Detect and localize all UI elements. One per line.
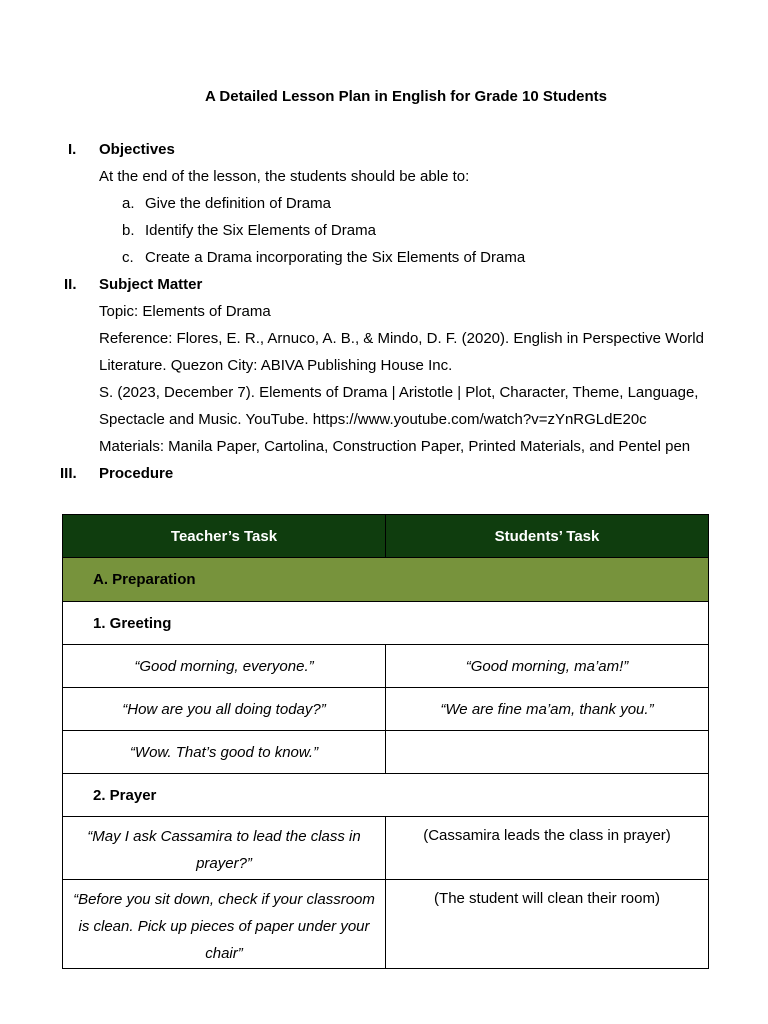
teacher-cell: “Wow. That’s good to know.” xyxy=(63,731,386,774)
table-row xyxy=(63,688,709,731)
student-cell: “Good morning, ma’am!” xyxy=(386,645,709,688)
objective-letter-a: a. xyxy=(122,195,135,212)
teacher-cell: “How are you all doing today?” xyxy=(63,688,386,731)
header-teachers-task: Teacher’s Task xyxy=(63,515,386,558)
greeting-label: 1. Greeting xyxy=(63,602,709,645)
table-row xyxy=(63,645,709,688)
table-row xyxy=(63,817,709,880)
table-row xyxy=(63,731,709,774)
table-row xyxy=(63,880,709,969)
section-numeral-procedure: III. xyxy=(60,465,77,482)
section-row-preparation xyxy=(63,558,709,602)
objective-item-a: Give the definition of Drama xyxy=(145,195,331,212)
section-numeral-objectives: I. xyxy=(68,141,77,158)
objective-letter-b: b. xyxy=(122,222,135,239)
subject-reference-line-4: Spectacle and Music. YouTube. https://www.youtube.com/watch?v=zYnRGLdE20c xyxy=(99,411,647,428)
student-cell: (The student will clean their room) xyxy=(386,880,709,969)
subject-reference-line-3: S. (2023, December 7). Elements of Drama | Aristotle | Plot, Character, Theme, Language, xyxy=(99,384,699,401)
objective-letter-c: c. xyxy=(122,249,134,266)
teacher-cell: “Good morning, everyone.” xyxy=(63,645,386,688)
procedure-table xyxy=(62,514,709,969)
objectives-intro: At the end of the lesson, the students should be able to: xyxy=(99,168,470,185)
teacher-cell: “May I ask Cassamira to lead the class in prayer?” xyxy=(63,817,386,880)
document-title: A Detailed Lesson Plan in English for Grade 10 Students xyxy=(204,88,608,105)
subject-reference-line-1: Reference: Flores, E. R., Arnuco, A. B., & Mindo, D. F. (2020). English in Perspective World xyxy=(99,330,704,347)
teacher-cell: “Before you sit down, check if your classroom is clean. Pick up pieces of paper under your chair” xyxy=(63,880,386,969)
objective-item-b: Identify the Six Elements of Drama xyxy=(145,222,376,239)
student-cell: “We are fine ma’am, thank you.” xyxy=(386,688,709,731)
subject-topic: Topic: Elements of Drama xyxy=(99,303,271,320)
section-numeral-subject-matter: II. xyxy=(64,276,77,293)
subsection-row-prayer xyxy=(63,774,709,817)
subject-materials: Materials: Manila Paper, Cartolina, Construction Paper, Printed Materials, and Pentel pen xyxy=(99,438,691,455)
subject-matter-heading: Subject Matter xyxy=(99,276,203,293)
preparation-label: A. Preparation xyxy=(63,558,709,602)
procedure-heading: Procedure xyxy=(99,465,174,482)
student-cell: (Cassamira leads the class in prayer) xyxy=(386,817,709,880)
subsection-row-greeting xyxy=(63,602,709,645)
student-cell xyxy=(386,731,709,774)
objective-item-c: Create a Drama incorporating the Six Elements of Drama xyxy=(145,249,526,266)
table-header-row xyxy=(63,515,709,558)
header-students-task: Students’ Task xyxy=(386,515,709,558)
prayer-label: 2. Prayer xyxy=(63,774,709,817)
objectives-heading: Objectives xyxy=(99,141,175,158)
subject-reference-line-2: Literature. Quezon City: ABIVA Publishing House Inc. xyxy=(99,357,453,374)
